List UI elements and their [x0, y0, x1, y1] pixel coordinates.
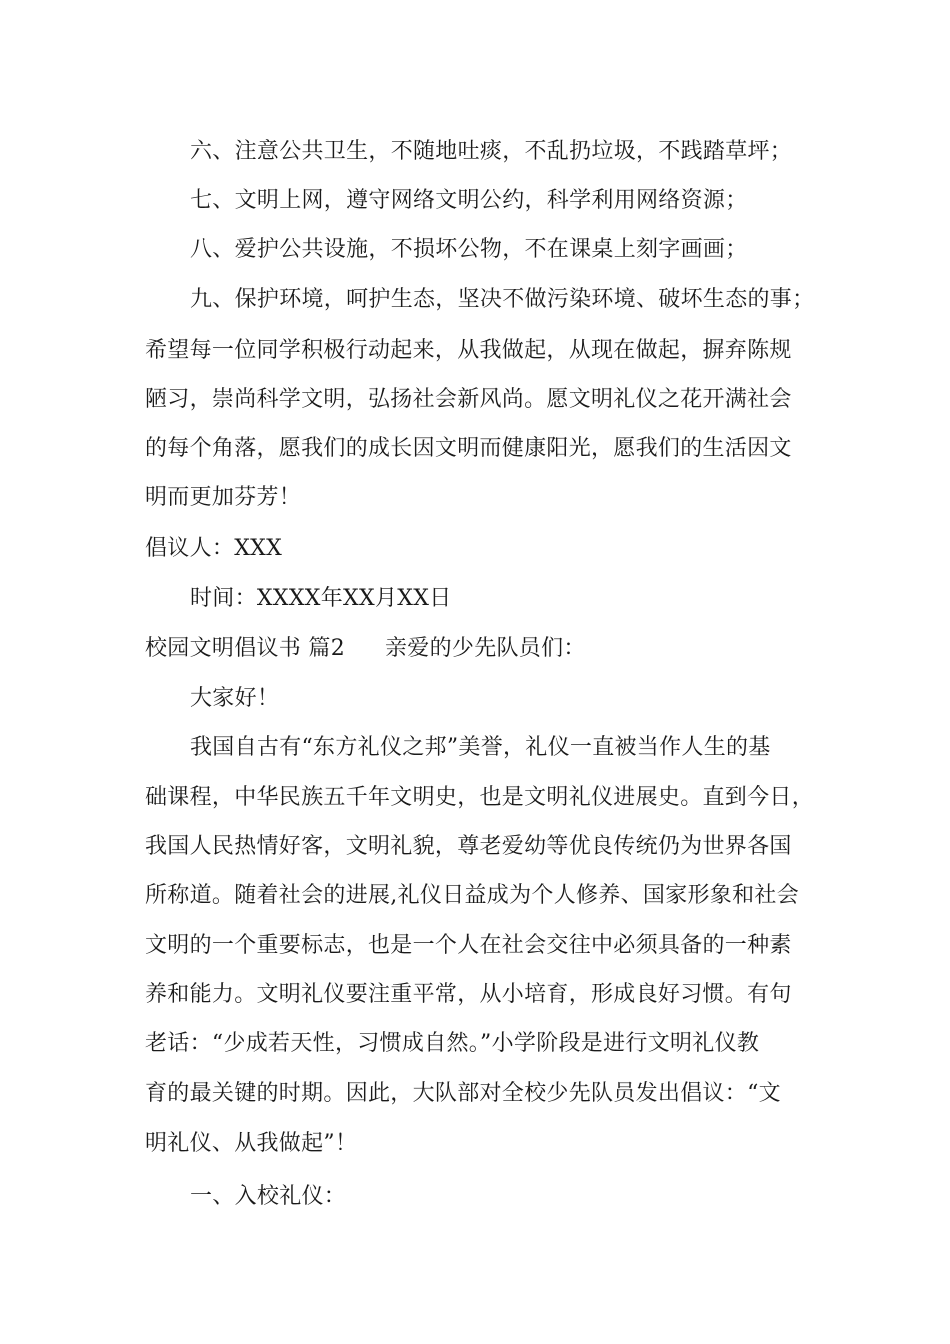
proposer-line: 倡议人：XXX — [145, 536, 283, 561]
list-item-6: 六、注意公共卫生，不随地吐痰，不乱扔垃圾，不践踏草坪； — [190, 139, 793, 164]
paragraph-line: 我国人民热情好客，文明礼貌，尊老爱幼等优良传统仍为世界各国 — [145, 834, 792, 859]
paragraph-line: 础课程，中华民族五千年文明史，也是文明礼仪进展史。直到今日， — [145, 785, 815, 810]
paragraph-line: 老话：“少成若天性，习惯成自然。”小学阶段是进行文明礼仪教 — [145, 1031, 760, 1056]
list-item-8: 八、爱护公共设施，不损坏公物，不在课桌上刻字画画； — [190, 237, 748, 262]
paragraph-line: 所称道。随着社会的进展,礼仪日益成为个人修养、国家形象和社会 — [145, 883, 799, 908]
list-item-7: 七、文明上网，遵守网络文明公约，科学利用网络资源； — [190, 188, 748, 213]
list-item-9: 九、保护环境，呵护生态，坚决不做污染环境、破坏生态的事； — [190, 287, 815, 312]
salutation: 亲爱的少先队员们： — [385, 636, 586, 661]
section-heading-row — [145, 634, 815, 664]
paragraph-line: 明礼仪、从我做起”！ — [145, 1131, 358, 1156]
paragraph-line: 我国自古有“东方礼仪之邦”美誉，礼仪一直被当作人生的基 — [190, 735, 771, 760]
paragraph-line: 希望每一位同学积极行动起来，从我做起，从现在做起，摒弃陈规 — [145, 338, 792, 363]
date-line: 时间：XXXX年XX月XX日 — [190, 586, 452, 611]
greeting-line: 大家好！ — [190, 686, 280, 711]
paragraph-line: 明而更加芬芳！ — [145, 485, 302, 510]
paragraph-line: 的每个角落，愿我们的成长因文明而健康阳光，愿我们的生活因文 — [145, 436, 792, 461]
list-item-1: 一、入校礼仪： — [190, 1184, 347, 1209]
section-title: 校园文明倡议书 篇2 — [145, 636, 345, 661]
paragraph-line: 文明的一个重要标志，也是一个人在社会交往中必须具备的一种素 — [145, 933, 792, 958]
paragraph-line: 育的最关键的时期。因此，大队部对全校少先队员发出倡议：“文 — [145, 1081, 781, 1106]
paragraph-line: 陋习，崇尚科学文明，弘扬社会新风尚。愿文明礼仪之花开满社会 — [145, 387, 792, 412]
paragraph-line: 养和能力。文明礼仪要注重平常，从小培育，形成良好习惯。有句 — [145, 982, 792, 1007]
